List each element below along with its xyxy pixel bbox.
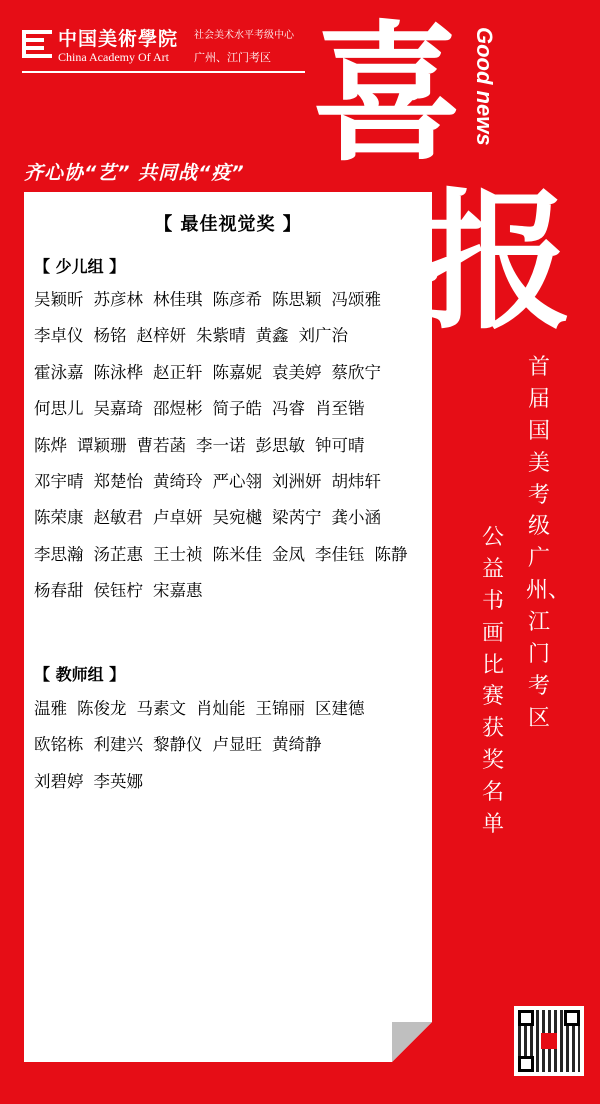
- good-news-text: Good news: [472, 27, 497, 146]
- name-row: [34, 695, 429, 731]
- winner-name: 卢显旺: [212, 735, 262, 755]
- winner-name: 何思儿: [34, 399, 84, 419]
- winner-name: 吴嘉琦: [93, 399, 143, 419]
- qr-finder-bl: [518, 1056, 534, 1072]
- winner-name: 温雅: [34, 699, 67, 718]
- name-row: [34, 286, 429, 322]
- winner-name: 袁美婷: [272, 362, 322, 382]
- winner-name: 陈静: [374, 544, 408, 564]
- winner-name: 利建兴: [93, 735, 143, 755]
- winner-name: 陈思颖: [272, 290, 322, 309]
- winner-name: 侯钰柠: [93, 581, 143, 601]
- winner-name: 杨铭: [93, 326, 127, 346]
- winner-name: 郑楚怡: [93, 471, 143, 491]
- name-row: [34, 541, 429, 577]
- winner-name: 吴宛樾: [212, 508, 262, 528]
- winner-name: 欧铭栋: [34, 735, 84, 755]
- winner-name: 陈荣康: [34, 508, 84, 528]
- award-title: 【 最佳视觉奖 】: [154, 214, 302, 235]
- winner-name: 梁芮宁: [272, 508, 322, 528]
- winner-name: 龚小涵: [331, 508, 381, 528]
- headline-bao: 报: [422, 176, 573, 350]
- winner-name: 黄绮静: [272, 735, 322, 755]
- winner-name: 冯睿: [272, 399, 305, 419]
- group-title-teachers: 【 教师组 】: [34, 665, 126, 684]
- winner-name: 陈烨: [34, 435, 67, 455]
- winner-name: 肖灿能: [196, 699, 246, 718]
- winner-name: 陈俊龙: [77, 699, 127, 718]
- name-row: [34, 468, 429, 504]
- name-row: [34, 432, 429, 468]
- winner-name: 赵敏君: [93, 508, 143, 528]
- winner-name: 曹若菡: [136, 435, 186, 455]
- group-title-children: 【 少儿组 】: [34, 257, 126, 276]
- name-row: [34, 322, 429, 358]
- header-divider: [22, 71, 305, 73]
- academy-name-cn: 中国美術學院: [58, 28, 179, 50]
- winner-name: 严心翎: [212, 471, 262, 491]
- qr-finder-tr: [564, 1010, 580, 1026]
- winner-name: 刘广治: [298, 326, 348, 346]
- winner-name: 陈彦希: [212, 290, 262, 309]
- winner-name: 王锦丽: [255, 699, 305, 718]
- winner-name: 宋嘉惠: [153, 581, 203, 601]
- name-row: [34, 731, 429, 767]
- name-row: [34, 768, 429, 804]
- qr-code[interactable]: [514, 1006, 584, 1076]
- name-row: [34, 395, 429, 431]
- winner-name: 简子皓: [212, 399, 262, 419]
- winner-name: 邵煜彬: [153, 399, 203, 419]
- winner-name: 朱紫晴: [196, 326, 246, 346]
- winner-name: 金凤: [272, 544, 305, 564]
- name-row: [34, 504, 429, 540]
- name-row: [34, 359, 429, 395]
- headline-xi: 喜: [312, 8, 463, 182]
- vertical-title-2: 公益书画比赛获奖名单: [481, 525, 504, 838]
- vertical-title-1: 首届国美考级广州、江门考区: [526, 355, 571, 731]
- paper-fold-shadow: [392, 1022, 432, 1062]
- qr-logo-icon: [541, 1033, 557, 1049]
- center-name: 社会美术水平考级中心: [194, 30, 294, 41]
- winner-name: 赵梓妍: [136, 326, 186, 346]
- winner-name: 王士祯: [153, 544, 203, 564]
- winner-name: 谭颖珊: [77, 435, 127, 455]
- winner-name: 黄鑫: [255, 326, 289, 346]
- winner-name: 胡炜轩: [331, 471, 381, 491]
- winner-name: 黎静仪: [153, 735, 203, 755]
- winner-name: 苏彦林: [93, 290, 143, 309]
- academy-emblem-icon: [22, 28, 52, 58]
- name-row: [34, 577, 429, 613]
- teachers-name-list: [34, 695, 429, 804]
- qr-finder-tl: [518, 1010, 534, 1026]
- winner-name: 肖至锴: [315, 399, 365, 419]
- winner-name: 区建德: [315, 699, 365, 718]
- winner-name: 李卓仪: [34, 326, 84, 346]
- winner-name: 刘碧婷: [34, 771, 84, 791]
- winner-name: 陈米佳: [212, 544, 262, 564]
- winner-name: 冯颂雅: [331, 290, 381, 309]
- winner-name: 李一诺: [196, 435, 246, 455]
- winner-name: 吴颖昕: [34, 290, 84, 309]
- winner-name: 陈泳桦: [93, 362, 143, 382]
- winner-name: 刘洲妍: [272, 471, 322, 491]
- winner-name: 赵正轩: [153, 362, 203, 382]
- winner-name: 霍泳嘉: [34, 362, 84, 382]
- winner-name: 马素文: [136, 699, 186, 718]
- winner-name: 李英娜: [93, 771, 143, 791]
- winner-name: 杨春甜: [34, 581, 84, 601]
- winner-name: 黄绮玲: [153, 471, 203, 491]
- winner-name: 蔡欣宁: [331, 362, 381, 382]
- winner-name: 李思瀚: [34, 544, 84, 564]
- children-name-list: [34, 286, 429, 614]
- winner-name: 邓宇晴: [34, 471, 84, 491]
- winner-name: 李佳钰: [315, 544, 365, 564]
- winner-name: 钟可晴: [315, 435, 365, 455]
- winner-name: 卢卓妍: [153, 508, 203, 528]
- winner-name: 林佳琪: [153, 290, 203, 309]
- academy-name-en: China Academy Of Art: [58, 50, 169, 64]
- winner-name: 陈嘉妮: [212, 362, 262, 382]
- academy-logo: [22, 22, 312, 68]
- exam-region: 广州、江门考区: [194, 51, 271, 64]
- slogan: 齐心协“艺” 共同战“疫”: [24, 162, 245, 184]
- winner-name: 汤芷惠: [93, 544, 143, 564]
- winner-name: 彭思敏: [255, 435, 305, 455]
